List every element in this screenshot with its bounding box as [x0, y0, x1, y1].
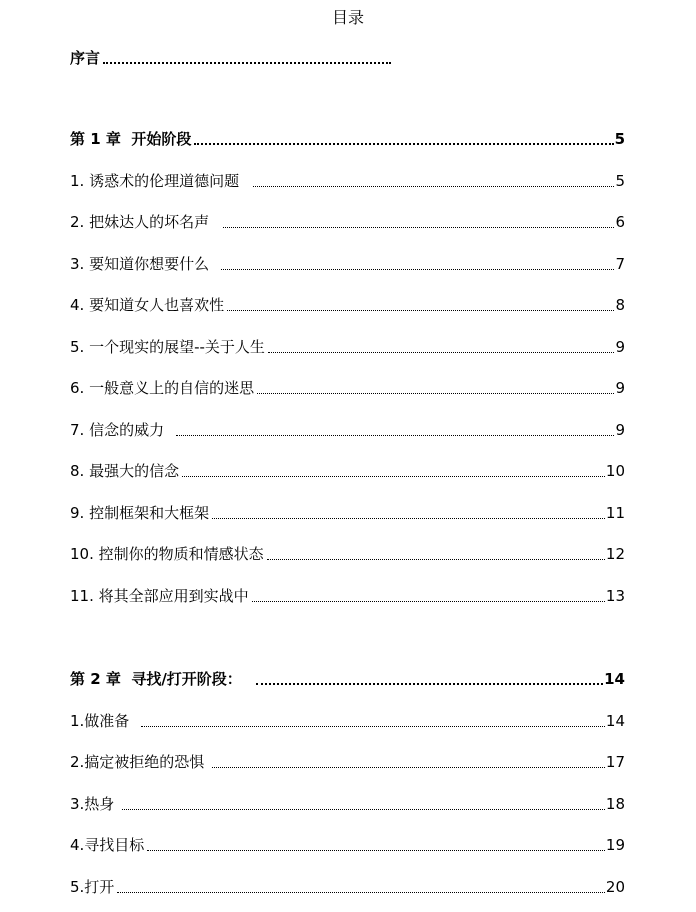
toc-entry-label: 4.寻找目标 [70, 836, 145, 854]
toc-page-number: 8 [615, 296, 625, 314]
dot-leader [194, 143, 613, 145]
toc-entry-label: 6. 一般意义上的自信的迷思 [70, 379, 255, 397]
dot-leader [212, 767, 605, 768]
toc-page-number: 14 [604, 670, 625, 688]
toc-page-number: 18 [605, 795, 625, 813]
toc-page-number: 6 [615, 213, 625, 231]
toc-chapter-1-heading[interactable] [70, 129, 625, 149]
toc-entry[interactable] [70, 378, 625, 398]
toc-entry-label: 5. 一个现实的展望--关于人生 [70, 338, 265, 356]
toc-page-number: 11 [605, 504, 625, 522]
toc-entry-label: 5.打开 [70, 878, 115, 896]
toc-entry-label: 第 2 章 寻找/打开阶段： [70, 670, 242, 688]
dot-leader [221, 269, 614, 270]
toc-entry-label: 1. 诱惑术的伦理道德问题 [70, 172, 240, 190]
toc-entry[interactable] [70, 794, 625, 814]
toc-entry[interactable] [70, 254, 625, 274]
toc-page-number: 9 [615, 338, 625, 356]
toc-entry[interactable] [70, 171, 625, 191]
dot-leader [227, 310, 614, 311]
toc-entry-label: 9. 控制框架和大框架 [70, 504, 210, 522]
toc-page-number: 17 [605, 753, 625, 771]
toc-entry[interactable] [70, 752, 625, 772]
toc-entry[interactable] [70, 835, 625, 855]
toc-page-number: 7 [615, 255, 625, 273]
toc-page-number: 9 [615, 379, 625, 397]
toc-page-number: 5 [614, 130, 625, 148]
toc-entry[interactable] [70, 503, 625, 523]
toc-entry-preface[interactable] [70, 48, 392, 68]
toc-page-number: 13 [605, 587, 625, 605]
toc-entry-label: 4. 要知道女人也喜欢性 [70, 296, 225, 314]
toc-page-number: 5 [615, 172, 625, 190]
dot-leader [103, 62, 391, 64]
toc-entry-label: 1.做准备 [70, 712, 130, 730]
dot-leader [268, 352, 615, 353]
dot-leader [147, 850, 605, 851]
dot-leader [256, 683, 603, 685]
dot-leader [257, 393, 614, 394]
toc-entry-label: 2. 把妹达人的坏名声 [70, 213, 210, 231]
dot-leader [141, 726, 605, 727]
toc-chapter-2-heading[interactable] [70, 669, 625, 689]
toc-entry[interactable] [70, 420, 625, 440]
toc-entry-label: 8. 最强大的信念 [70, 462, 180, 480]
toc-entry[interactable] [70, 586, 625, 606]
dot-leader [117, 892, 605, 893]
toc-entry[interactable] [70, 877, 625, 897]
toc-entry-label: 2.搞定被拒绝的恐惧 [70, 753, 205, 771]
toc-page-number: 14 [605, 712, 625, 730]
toc-entry[interactable] [70, 295, 625, 315]
page-title: 目录 [331, 8, 364, 27]
dot-leader [223, 227, 614, 228]
dot-leader [122, 809, 605, 810]
toc-page-number: 9 [615, 421, 625, 439]
dot-leader [267, 559, 605, 560]
dot-leader [182, 476, 605, 477]
toc-page-number: 12 [605, 545, 625, 563]
toc-entry-label: 11. 将其全部应用到实战中 [70, 587, 249, 605]
toc-entry[interactable] [70, 337, 625, 357]
dot-leader [253, 186, 614, 187]
toc-page-number: 19 [605, 836, 625, 854]
toc-entry[interactable] [70, 711, 625, 731]
toc-entry-label: 7. 信念的威力 [70, 421, 165, 439]
toc-entry[interactable] [70, 461, 625, 481]
toc-entry-label: 10. 控制你的物质和情感状态 [70, 545, 264, 563]
dot-leader [176, 435, 614, 436]
toc-entry-label: 序言 [70, 49, 101, 67]
dot-leader [212, 518, 605, 519]
toc-entry-label: 3. 要知道你想要什么 [70, 255, 210, 273]
toc-page-number: 10 [605, 462, 625, 480]
toc-entry[interactable] [70, 212, 625, 232]
toc-entry-label: 第 1 章 开始阶段 [70, 130, 192, 148]
toc-entry-label: 3.热身 [70, 795, 115, 813]
toc-entry[interactable] [70, 544, 625, 564]
dot-leader [252, 601, 605, 602]
toc-page-number: 20 [605, 878, 625, 896]
